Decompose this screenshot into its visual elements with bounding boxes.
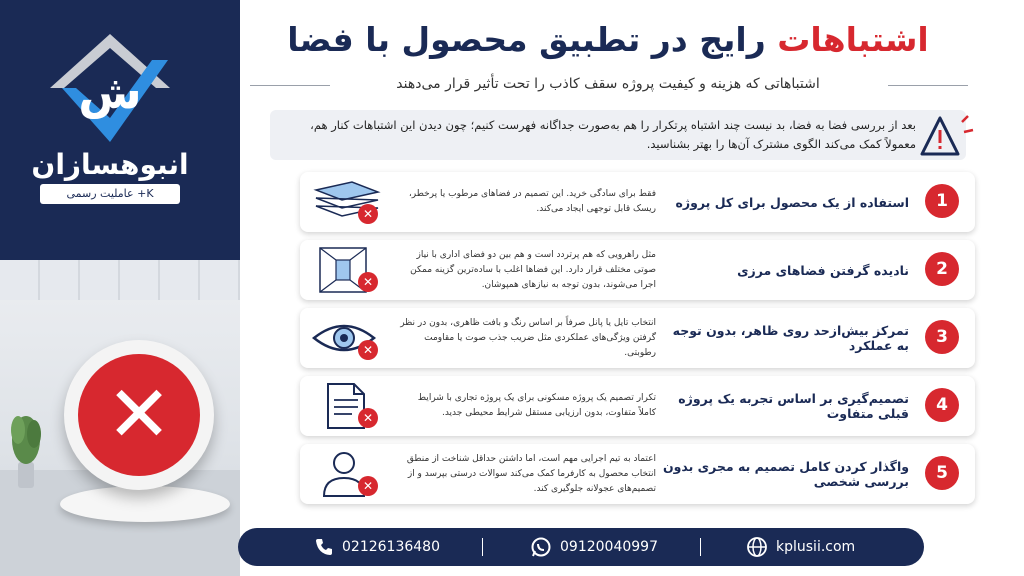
website-url: kplusii.com: [776, 539, 856, 555]
mistake-item-1: [300, 172, 975, 232]
item-number: 2: [925, 252, 959, 286]
big-error-badge: [64, 340, 214, 490]
x-badge-icon: ✕: [358, 204, 378, 224]
item-title: استفاده از یک محصول برای کل پروژه: [675, 194, 909, 210]
item-description: فقط برای سادگی خرید. این تصمیم در فضاهای مرطوب یا پرخطر، ریسک قابل توجهی ایجاد می‌کند.: [408, 189, 656, 214]
brand-tagline: K+ عاملیت رسمی: [40, 184, 180, 204]
title-accent: اشتباهات: [777, 20, 929, 59]
globe-icon: [746, 536, 768, 558]
item-description: انتخاب تایل یا پانل صرفاً بر اساس رنگ و بافت ظاهری، بدون در نظر گرفتن ویژگی‌های عملکردی مثل ضریب جذب صوت یا مقاومت رطوبتی.: [400, 317, 656, 358]
big-x-icon: ✕: [78, 354, 200, 476]
pedestal: [60, 486, 230, 522]
title-rest: رایج در تطبیق محصول با فضا: [287, 20, 778, 59]
item-title: تمرکز بیش‌ازحد روی ظاهر، بدون توجه به عملکرد: [672, 323, 909, 353]
x-badge-icon: ✕: [358, 476, 378, 496]
item-number: 3: [925, 320, 959, 354]
item-title: تصمیم‌گیری بر اساس تجربه یک پروژه قبلی متفاوت: [678, 391, 909, 421]
whatsapp-number: 09120040997: [560, 539, 658, 555]
x-badge-icon: ✕: [358, 340, 378, 360]
house-logo-icon: [40, 30, 180, 150]
phone-number: 02126136480: [342, 539, 440, 555]
item-number: 1: [925, 184, 959, 218]
whatsapp-contact[interactable]: [530, 528, 658, 566]
intro-text: بعد از بررسی فضا به فضا، بد نیست چند اشتباه پرتکرار را هم به‌صورت جداگانه فهرست کنیم؛ چون دیدن این اشتباهات کنار هم، معمولاً کمک می‌کند الگوی مشترک آن‌ها را بهتر بشناسید.: [310, 118, 916, 151]
item-number: 5: [925, 456, 959, 490]
page-title: [250, 20, 966, 59]
mistake-item-4: [300, 376, 975, 436]
item-title: واگذار کردن کامل تصمیم به مجری بدون بررسی شخصی: [662, 459, 909, 489]
item-description: مثل راهرویی که هم پرتردد است و هم بین دو فضای اداری با نیاز صوتی مختلف قرار دارد. این فضاها اغلب با ساده‌ترین گزینه ممکن اجرا می‌شوند، بدون توجه به نیازهای همپوشان.: [410, 249, 656, 290]
mistake-item-5: [300, 444, 975, 504]
phone-contact[interactable]: [314, 528, 440, 566]
contact-footer: [238, 528, 924, 566]
phone-icon: [314, 537, 334, 557]
separator: [482, 538, 483, 556]
x-badge-icon: ✕: [358, 272, 378, 292]
item-title: نادیده گرفتن فضاهای مرزی: [737, 262, 909, 278]
logo-glyph: ش: [78, 65, 142, 119]
warning-icon: [918, 112, 978, 160]
mistake-item-2: [300, 240, 975, 300]
brand-name: انبوهسازان: [31, 148, 189, 181]
page-subtitle: اشتباهاتی که هزینه و کیفیت پروژه سقف کاذب را تحت تأثیر قرار می‌دهند: [396, 76, 820, 92]
plant-icon: [6, 400, 46, 490]
separator: [700, 538, 701, 556]
item-description: اعتماد به تیم اجرایی مهم است، اما داشتن حداقل شناخت از منطق انتخاب محصول به کارفرما کمک می‌کند سوالات درستی بپرسد و از تصمیم‌های عجولانه جلوگیری کند.: [406, 453, 656, 494]
item-description: تکرار تصمیم یک پروژه مسکونی برای یک پروژه تجاری با شرایط کاملاً متفاوت، بدون ارزیابی مستقل شرایط محیطی جدید.: [417, 393, 656, 418]
whatsapp-icon: [530, 536, 552, 558]
x-badge-icon: ✕: [358, 408, 378, 428]
brand-panel: [0, 0, 240, 576]
website-contact[interactable]: [746, 528, 855, 566]
item-number: 4: [925, 388, 959, 422]
mistake-item-3: [300, 308, 975, 368]
